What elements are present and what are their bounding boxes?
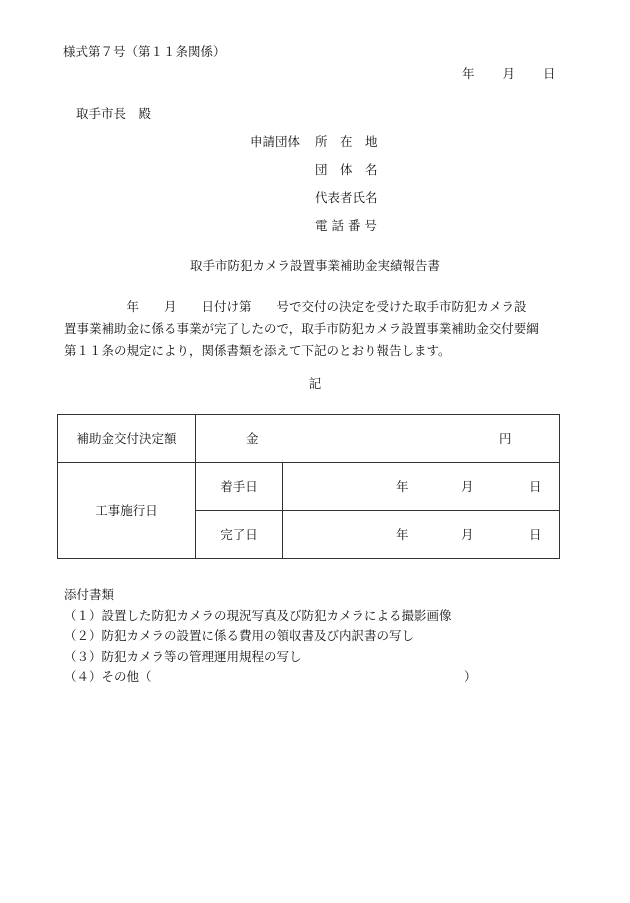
applicant-address-label: 所 在 地 [315,134,378,149]
table-row [58,463,560,511]
end-year-label: 年 [396,527,409,542]
end-month-label: 月 [461,527,474,542]
report-body [64,296,574,362]
end-date-cell [283,511,560,559]
start-month-label: 月 [461,479,474,494]
attachment-item: （１）設置した防犯カメラの現況写真及び防犯カメラによる撮影画像 [64,607,452,623]
body-line-1: 年 月 日付け第 号で交付の決定を受けた取手市防犯カメラ設 [64,299,527,314]
amount-prefix: 金 [246,431,259,446]
end-label: 完了日 [220,526,258,542]
attachments-heading: 添付書類 [64,587,115,602]
period-label-cell [58,463,196,559]
document-title: 取手市防犯カメラ設置事業補助金実績報告書 [189,258,440,273]
start-label: 着手日 [220,478,258,494]
body-line-3: 第１１条の規定により，関係書類を添えて下記のとおり報告します。 [64,343,451,358]
amount-value-cell [196,415,560,463]
period-label: 工事施行日 [95,502,158,518]
header-date [462,66,556,82]
form-number: 様式第７号（第１１条関係） [63,44,226,59]
applicant-lead: 申請団体 [250,134,301,149]
body-line-2: 置事業補助金に係る事業が完了したので，取手市防犯カメラ設置事業補助金交付要綱 [64,321,539,336]
table-row [58,415,560,463]
amount-unit: 円 [499,431,512,446]
header-year-label: 年 [462,66,475,81]
end-day-label: 日 [529,527,542,542]
applicant-group-name-label: 団 体 名 [315,162,378,177]
end-label-cell [196,511,283,559]
attachment-item: （３）防犯カメラ等の管理運用規程の写し [64,648,302,664]
attachment-item: （４）その他（ ） [64,669,477,684]
start-day-label: 日 [529,479,542,494]
attachment-item: （２）防犯カメラの設置に係る費用の領収書及び内訳書の写し [64,628,415,643]
amount-label-cell [58,415,196,463]
header-day-label: 日 [543,66,556,81]
ki-heading: 記 [308,376,322,391]
amount-label: 補助金交付決定額 [76,430,177,446]
addressee: 取手市長 殿 [76,106,152,121]
start-year-label: 年 [396,479,409,494]
start-label-cell [196,463,283,511]
start-date-cell [283,463,560,511]
applicant-representative-label: 代表者氏名 [315,190,378,205]
attachments-section [64,585,477,688]
applicant-phone-label: 電 話 番 号 [315,218,377,233]
header-month-label: 月 [502,66,516,81]
subsidy-table [57,414,560,559]
